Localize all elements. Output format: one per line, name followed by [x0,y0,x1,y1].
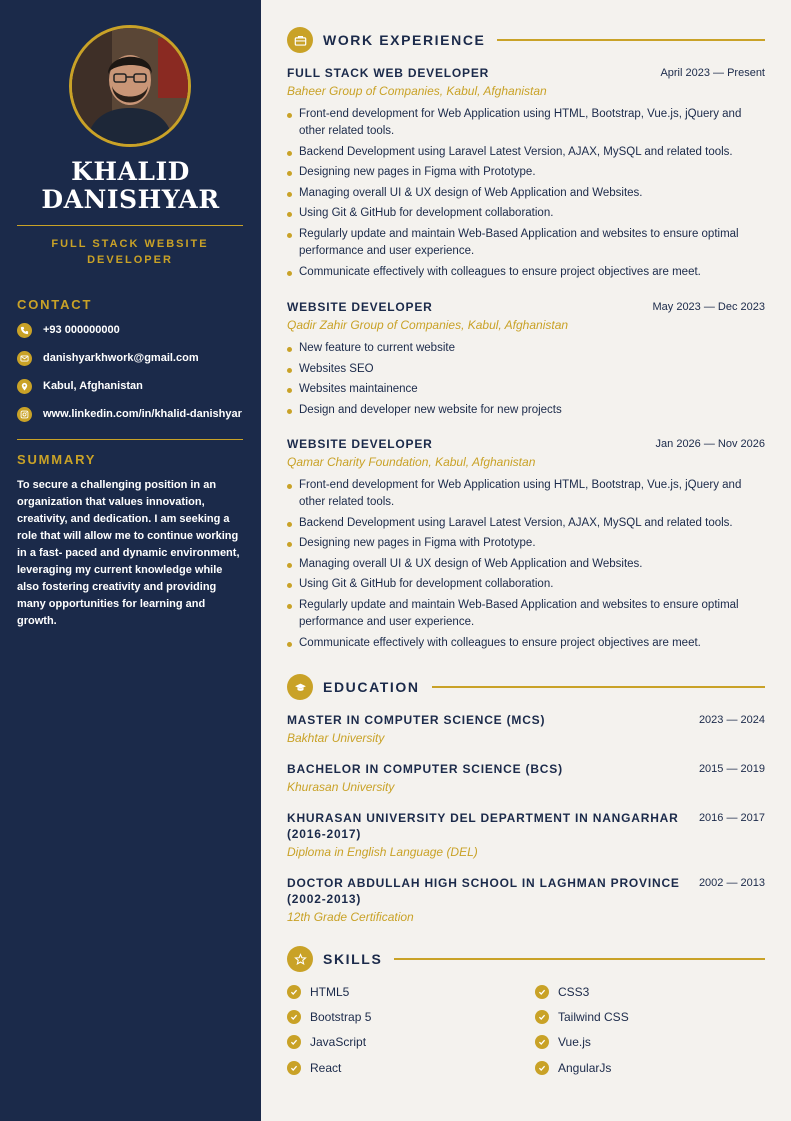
degree-title: BACHELOR IN COMPUTER SCIENCE (BCS) [287,762,563,776]
job-bullets [287,477,765,652]
education-entry [287,712,765,747]
contact-linkedin[interactable] [17,405,242,423]
check-icon [535,985,549,999]
section-rule [394,958,765,960]
institution: Khurasan University [287,780,395,794]
divider [17,439,243,440]
briefcase-icon [287,27,313,53]
job-company: Qadir Zahir Group of Companies, Kabul, Afghanistan [287,318,569,332]
education-entry [287,875,765,926]
bullet-item: Design and developer new website for new projects [287,402,765,419]
section-title: WORK EXPERIENCE [323,32,486,48]
work-experience-header [287,26,765,54]
contact-location [17,377,143,395]
sidebar [0,0,261,1121]
contact-heading: CONTACT [17,297,93,312]
skill-label: HTML5 [310,985,350,999]
bullet-item: New feature to current website [287,340,765,357]
bullet-item: Front-end development for Web Application using HTML, Bootstrap, Vue.js, jQuery and other related tools. [287,477,765,511]
bullet-item: Front-end development for Web Application using HTML, Bootstrap, Vue.js, jQuery and other related tools. [287,106,765,140]
section-title: SKILLS [323,951,383,967]
check-icon [287,1061,301,1075]
phone-icon [17,323,32,338]
contact-phone[interactable] [17,321,120,339]
section-rule [497,39,765,41]
skill-item [535,1060,611,1076]
education-date: 2015 — 2019 [698,763,765,775]
check-icon [535,1010,549,1024]
job-title: FULL STACK WEB DEVELOPER [287,66,490,80]
main-content [261,0,791,1121]
bullet-item: Communicate effectively with colleagues to ensure project objectives are meet. [287,635,765,652]
degree-title: MASTER IN COMPUTER SCIENCE (MCS) [287,713,546,727]
contact-text: +93 000000000 [43,324,120,336]
job-role [17,236,243,268]
bullet-item: Designing new pages in Figma with Prototype. [287,535,765,552]
contact-email[interactable] [17,349,199,367]
education-entry [287,761,765,796]
bullet-item: Websites maintainence [287,381,765,398]
role-line: FULL STACK WEBSITE [51,238,209,250]
skill-label: React [310,1061,342,1075]
education-header [287,673,765,701]
job-title: WEBSITE DEVELOPER [287,300,433,314]
bullet-item: Managing overall UI & UX design of Web Application and Websites. [287,185,765,202]
full-name [0,158,261,214]
job-entry [287,65,765,284]
job-company: Baheer Group of Companies, Kabul, Afghanistan [287,84,547,98]
check-icon [287,1035,301,1049]
job-title: WEBSITE DEVELOPER [287,437,433,451]
skills-header [287,945,765,973]
check-icon [535,1061,549,1075]
skill-item [535,1009,629,1025]
linkedin-icon [17,407,32,422]
education-date: 2002 — 2013 [698,877,765,889]
bullet-item: Using Git & GitHub for development collaboration. [287,576,765,593]
bullet-item: Using Git & GitHub for development collaboration. [287,205,765,222]
institution: 12th Grade Certification [287,910,414,924]
institution: Bakhtar University [287,731,385,745]
summary-heading: SUMMARY [17,452,97,467]
education-date: 2016 — 2017 [698,812,765,824]
contact-text: Kabul, Afghanistan [43,380,143,392]
graduation-cap-icon [287,674,313,700]
degree-title: DOCTOR ABDULLAH HIGH SCHOOL IN LAGHMAN PROVINCE (2002-2013) [287,876,680,906]
institution: Diploma in English Language (DEL) [287,845,478,859]
job-bullets [287,106,765,281]
contact-text: danishyarkhwork@gmail.com [43,352,199,364]
skill-label: Bootstrap 5 [310,1010,372,1024]
skill-item [535,1034,591,1050]
role-line: DEVELOPER [87,254,173,266]
bullet-item: Regularly update and maintain Web-Based Application and websites to ensure optimal performance and user experience. [287,597,765,631]
bullet-item: Backend Development using Laravel Latest Version, AJAX, MySQL and related tools. [287,515,765,532]
section-title: EDUCATION [323,679,420,695]
last-name: DANISHYAR [41,185,220,214]
job-date: April 2023 — Present [660,67,765,79]
email-icon [17,351,32,366]
skill-label: JavaScript [310,1035,367,1049]
divider [17,225,243,226]
degree-title: KHURASAN UNIVERSITY DEL DEPARTMENT IN NANGARHAR (2016-2017) [287,811,679,841]
check-icon [287,1010,301,1024]
star-icon [287,946,313,972]
check-icon [535,1035,549,1049]
job-entry [287,299,765,422]
bullet-item: Managing overall UI & UX design of Web Application and Websites. [287,556,765,573]
job-company: Qamar Charity Foundation, Kabul, Afghanistan [287,455,536,469]
section-rule [432,686,765,688]
bullet-item: Backend Development using Laravel Latest Version, AJAX, MySQL and related tools. [287,144,765,161]
job-entry [287,436,765,655]
job-date: Jan 2026 — Nov 2026 [655,438,765,450]
skill-item [287,984,349,1000]
summary-text: To secure a challenging position in an organization that values innovation, creativity, and dedication. I am seeking a role that will allow me to continue working in a fast- paced and dynamic environment, leveraging my current knowledge while also fostering creativity and providing many opportunities for learning and growth. [17,479,240,627]
skill-label: AngularJs [558,1061,612,1075]
bullet-item: Regularly update and maintain Web-Based Application and websites to ensure optimal performance and user experience. [287,226,765,260]
skill-label: Vue.js [558,1035,591,1049]
education-date: 2023 — 2024 [698,714,765,726]
skill-item [287,1034,366,1050]
profile-photo [69,25,191,147]
skill-item [287,1060,341,1076]
skill-label: CSS3 [558,985,590,999]
skill-label: Tailwind CSS [558,1010,629,1024]
skill-item [535,984,589,1000]
location-icon [17,379,32,394]
bullet-item: Websites SEO [287,361,765,378]
contact-text: www.linkedin.com/in/khalid-danishyar [43,408,242,420]
skill-item [287,1009,371,1025]
bullet-item: Designing new pages in Figma with Prototype. [287,164,765,181]
education-entry [287,810,765,861]
check-icon [287,985,301,999]
job-date: May 2023 — Dec 2023 [652,301,765,313]
bullet-item: Communicate effectively with colleagues to ensure project objectives are meet. [287,264,765,281]
first-name: KHALID [71,157,190,186]
job-bullets [287,340,765,419]
